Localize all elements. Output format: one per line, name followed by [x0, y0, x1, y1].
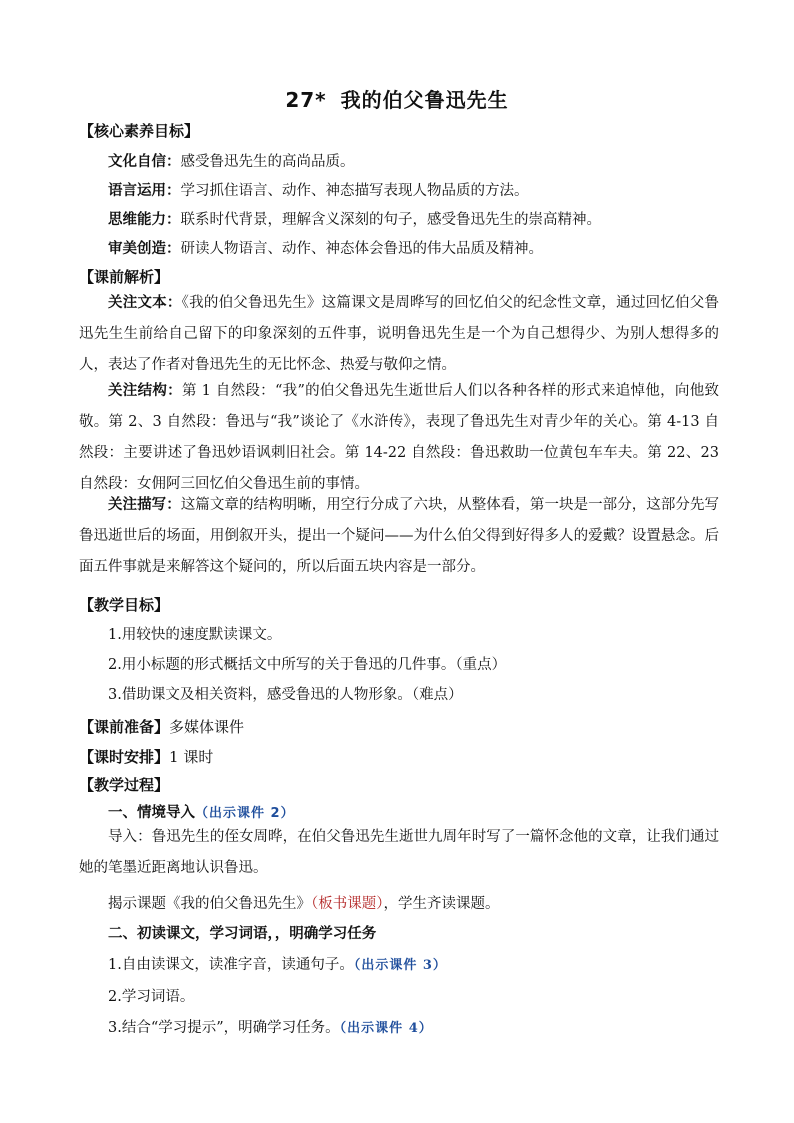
courseware-tag: （出示课件 3） — [353, 958, 447, 973]
lesson-number: 27* — [285, 88, 327, 112]
analysis-text-focus: 关注文本：《我的伯父鲁迅先生》这篇课文是周晔写的回忆伯父的纪念性文章，通过回忆伯父鲁迅先生生前给自己留下的印象深刻的五件事，说明鲁迅先生是一个为自己想得少、为别人想得多的人，表达了作者对鲁迅先生的无比怀念、热爱与敬仰之情。 — [79, 295, 720, 373]
schedule-row: 【课时安排】1 课时 — [79, 748, 214, 766]
teaching-goal-item: 3.借助课文及相关资料，感受鲁迅的人物形象。（难点） — [108, 687, 463, 703]
core-goal-item: 文化自信：感受鲁迅先生的高尚品质。 — [108, 154, 355, 170]
section1-reveal: 揭示课题《我的伯父鲁迅先生》（板书课题），学生齐读课题。 — [108, 896, 500, 912]
section2-title: 二、初读课文，学习词语，，明确学习任务 — [108, 926, 377, 942]
section1-title: 一、情境导入（出示课件 2） — [108, 805, 295, 821]
core-goal-item: 思维能力：联系时代背景，理解含义深刻的句子，感受鲁迅先生的崇高精神。 — [108, 212, 601, 228]
prep-value: 多媒体课件 — [169, 718, 245, 736]
process-heading: 【教学过程】 — [79, 776, 170, 794]
section2-step: 2.学习词语。 — [108, 989, 195, 1005]
core-goals-heading: 【核心素养目标】 — [79, 122, 200, 140]
courseware-tag: （出示课件 4） — [339, 1021, 433, 1036]
schedule-value: 1 课时 — [169, 748, 214, 766]
section1-intro: 导入：鲁迅先生的侄女周晔，在伯父鲁迅先生逝世九周年时写了一篇怀念他的文章，让我们通过她的笔墨近距离地认识鲁迅。 — [79, 829, 719, 876]
teaching-goal-item: 2.用小标题的形式概括文中所写的关于鲁迅的几件事。（重点） — [108, 657, 507, 673]
section2-step: 3.结合“学习提示”，明确学习任务。（出示课件 4） — [108, 1020, 433, 1036]
prep-row: 【课前准备】多媒体课件 — [79, 718, 245, 736]
analysis-description-focus: 关注描写：这篇文章的结构明晰，用空行分成了六块，从整体看，第一块是一部分，这部分先写鲁迅逝世后的场面，用倒叙开头，提出一个疑问——为什么伯父得到好得多人的爱戴？设置悬念。后面五件事就是来解答这个疑问的，所以后面五块内容是一部分。 — [79, 497, 720, 575]
analysis-structure-focus: 关注结构：第 1 自然段：“我”的伯父鲁迅先生逝世后人们以各种各样的形式来追悼他，向他致敬。第 2、3 自然段：鲁迅与“我”谈论了《水浒传》，表现了鲁迅先生对青少年的关心。第 4-13 自然段：主要讲述了鲁迅妙语讽刺旧社会。第 14-22 自然段：鲁迅救助一位黄包车车夫。第 22、23 自然段：女佣阿三回忆伯父鲁迅生前的事情。 — [79, 383, 719, 492]
analysis-heading: 【课前解析】 — [79, 268, 170, 286]
section2-step: 1.自由读课文，读准字音，读通句子。（出示课件 3） — [108, 957, 447, 973]
core-goal-item: 审美创造：研读人物语言、动作、神态体会鲁迅的伟大品质及精神。 — [108, 241, 543, 257]
teaching-goals-heading: 【教学目标】 — [79, 596, 170, 614]
core-goal-item: 语言运用：学习抓住语言、动作、神态描写表现人物品质的方法。 — [108, 183, 529, 199]
board-note: （板书课题） — [311, 896, 384, 912]
courseware-tag: （出示课件 2） — [195, 806, 295, 821]
lesson-title: 我的伯父鲁迅先生 — [340, 88, 509, 112]
page-title — [0, 84, 794, 113]
teaching-goal-item: 1.用较快的速度默读课文。 — [108, 627, 282, 643]
